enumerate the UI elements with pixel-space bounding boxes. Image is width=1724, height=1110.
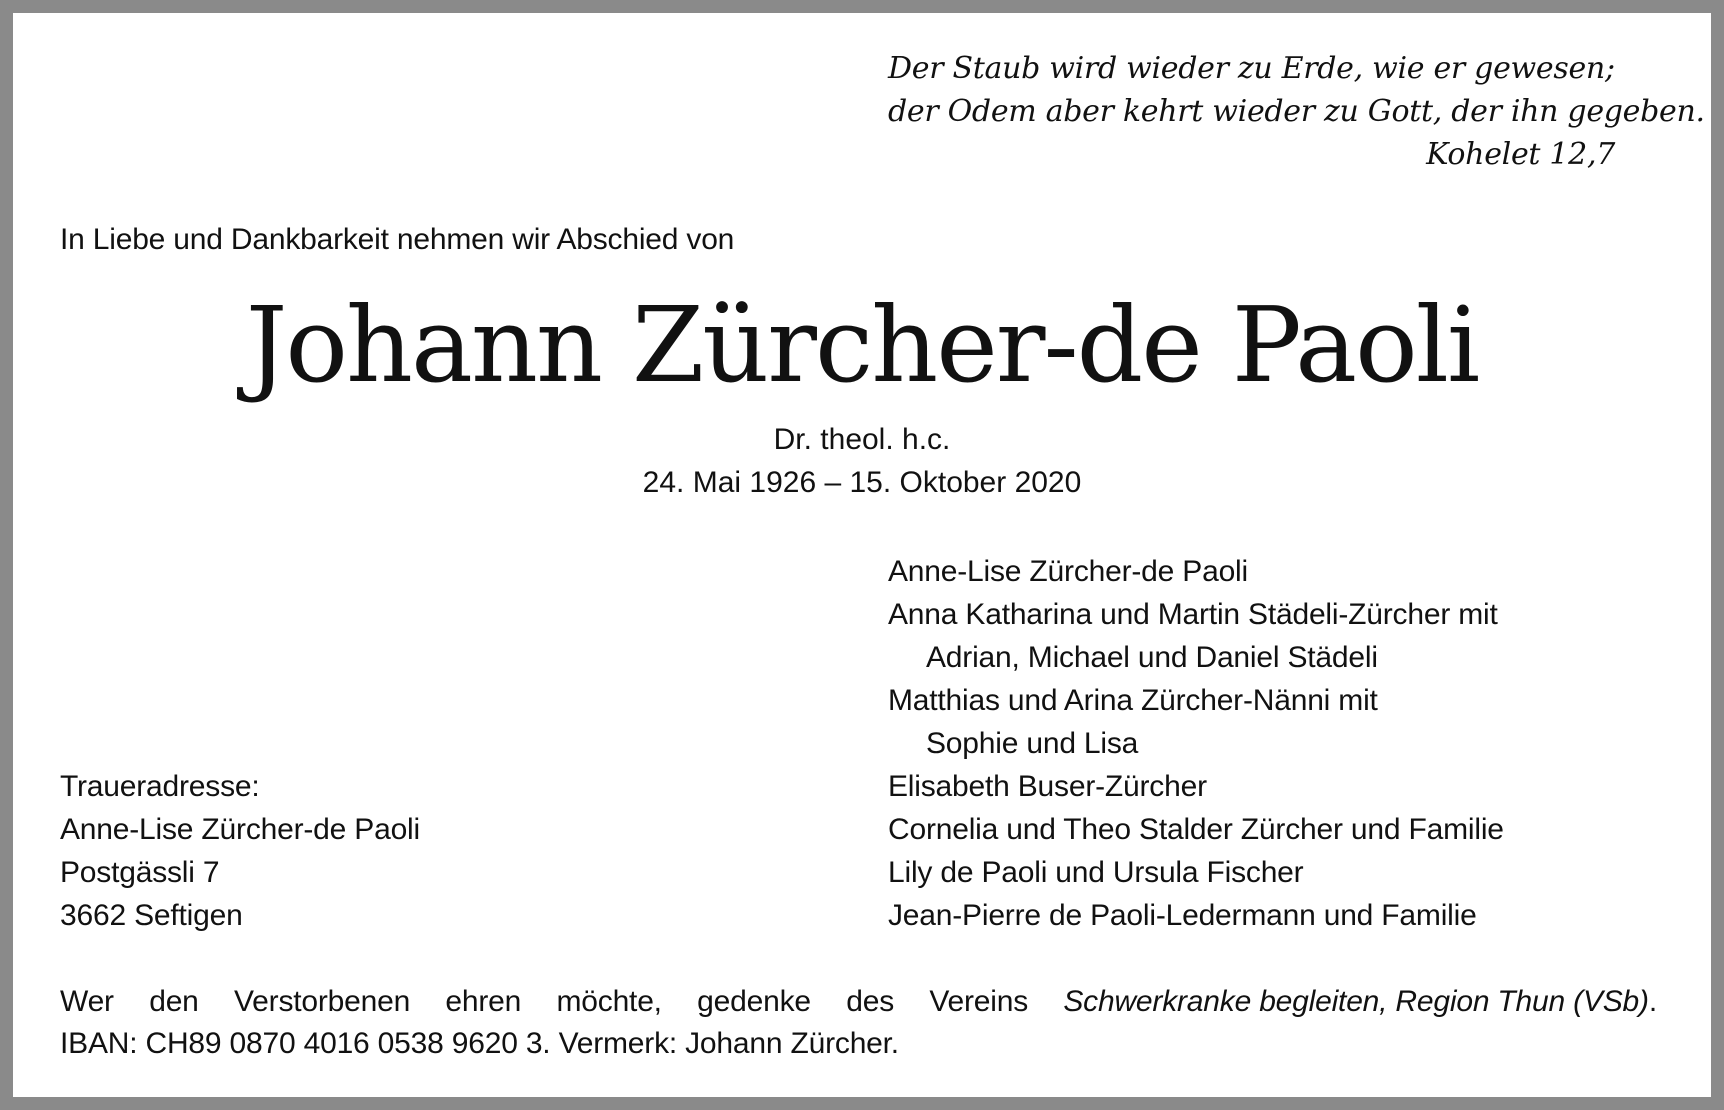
donation-word: ehren [445, 985, 522, 1018]
quote-line-1: Der Staub wird wieder zu Erde, wie er gewesen; [888, 51, 1615, 86]
deceased-name: Johann Zürcher-de Paoli [245, 284, 1479, 406]
mourner-line: Adrian, Michael und Daniel Städeli [926, 641, 1378, 674]
intro-text: In Liebe und Dankbarkeit nehmen wir Abschied von [60, 223, 735, 256]
mourner-line: Lily de Paoli und Ursula Fischer [888, 856, 1304, 889]
quote-reference: Kohelet 12,7 [1426, 137, 1615, 172]
mourner-line: Matthias und Arina Zürcher-Nänni mit [888, 684, 1378, 717]
donation-word: den [149, 985, 199, 1018]
address-name: Anne-Lise Zürcher-de Paoli [60, 813, 420, 846]
deceased-title: Dr. theol. h.c. [773, 423, 951, 456]
donation-word: des [846, 985, 895, 1018]
mourner-line: Sophie und Lisa [926, 727, 1139, 760]
donation-word: gedenke [697, 985, 811, 1018]
organization-with-period [1063, 981, 1657, 1023]
mourner-line: Cornelia und Theo Stalder Zürcher und Familie [888, 813, 1504, 846]
mourning-address [60, 765, 660, 937]
mourner-line: Elisabeth Buser-Zürcher [888, 770, 1207, 803]
mourners-list [888, 550, 1688, 937]
mourner-line: Jean-Pierre de Paoli-Ledermann und Familie [888, 899, 1477, 932]
address-city: 3662 Seftigen [60, 899, 243, 932]
donation-word: Verstorbenen [234, 985, 411, 1018]
sentence-period: . [1648, 985, 1657, 1018]
donation-line-1 [60, 981, 1657, 1023]
life-dates: 24. Mai 1926 – 15. Oktober 2020 [642, 466, 1082, 499]
address-street: Postgässli 7 [60, 856, 220, 889]
donation-word: Vereins [929, 985, 1029, 1018]
donation-word: Wer [60, 985, 114, 1018]
donation-line-2: IBAN: CH89 0870 4016 0538 9620 3. Vermerk: Johann Zürcher. [60, 1027, 899, 1060]
mourner-line: Anne-Lise Zürcher-de Paoli [888, 555, 1248, 588]
bible-quote [888, 47, 1705, 176]
organization-name: Schwerkranke begleiten, Region Thun (VSb) [1063, 985, 1649, 1018]
donation-word: möchte, [556, 985, 662, 1018]
obituary-card [13, 13, 1711, 1097]
quote-line-2: der Odem aber kehrt wieder zu Gott, der ihn gegeben. [888, 94, 1705, 129]
address-label: Traueradresse: [60, 770, 260, 803]
donation-note [60, 981, 1657, 1065]
mourner-line: Anna Katharina und Martin Städeli-Zürcher mit [888, 598, 1498, 631]
